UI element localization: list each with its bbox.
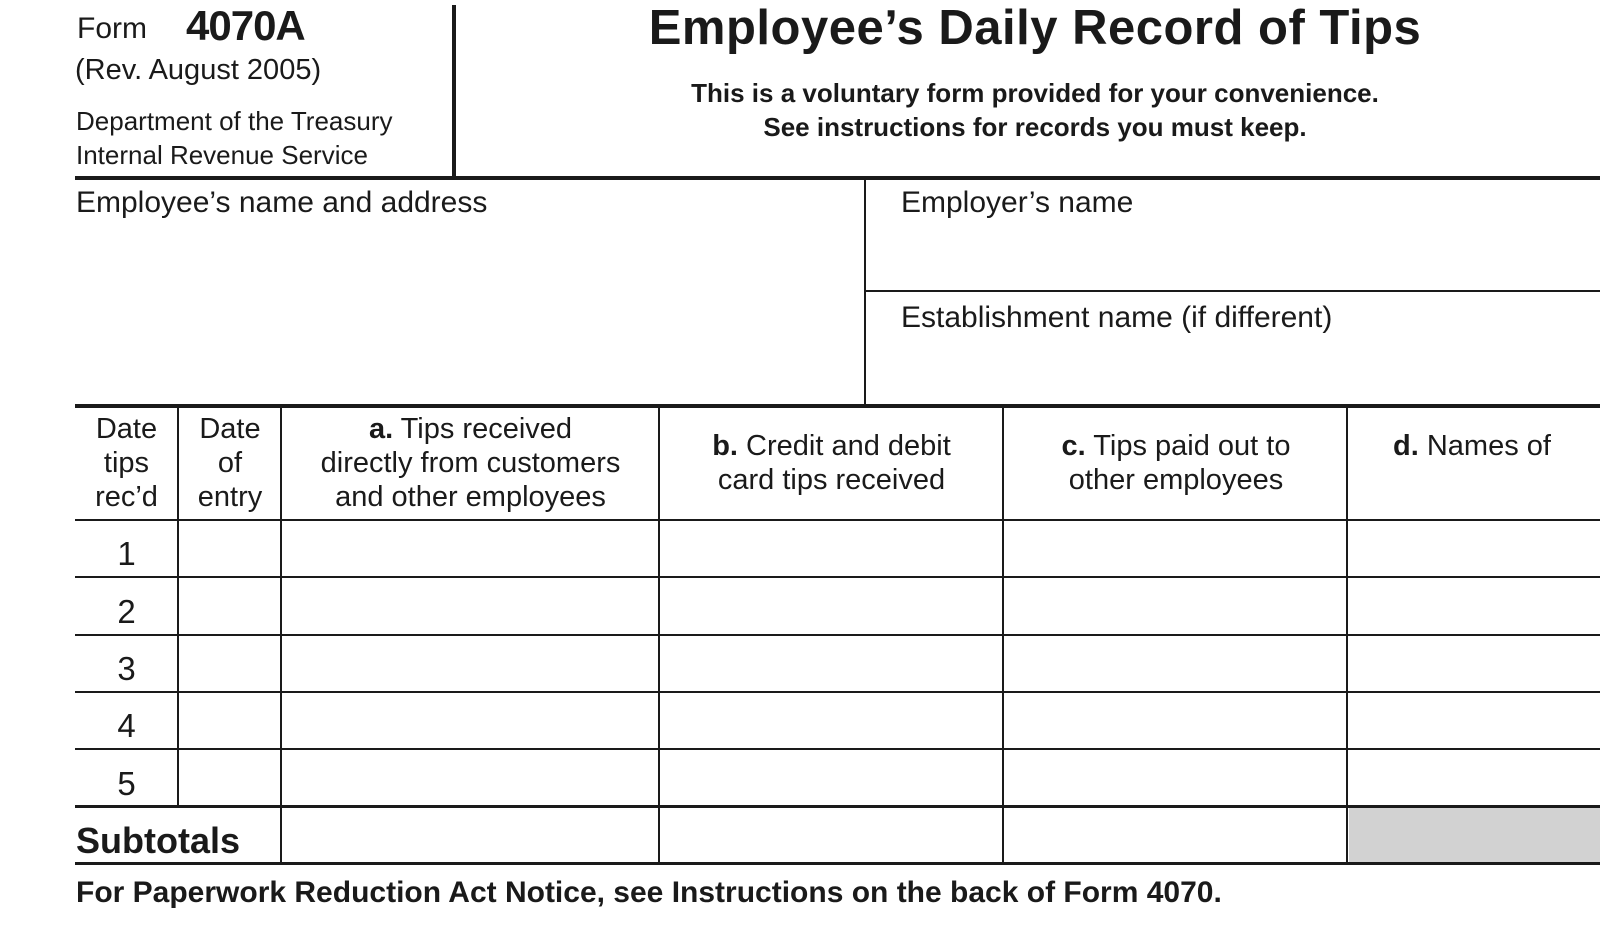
header-row-line	[75, 519, 1600, 521]
row-number: 3	[117, 650, 136, 687]
col-header-line	[282, 412, 659, 446]
table-top-rule	[75, 404, 1600, 408]
col-header-text: card tips received	[717, 464, 946, 496]
col-header-text: Tips paid out to	[1085, 430, 1291, 462]
instruction-line-1: This is a voluntary form provided for your convenience.	[691, 78, 1379, 108]
col-letter: c.	[1061, 430, 1086, 462]
agency-line-1: Department of the Treasury	[76, 106, 393, 136]
col-header-text: Date	[199, 413, 261, 445]
column-line	[280, 406, 282, 864]
col-date-of-entry	[179, 412, 281, 514]
shaded-cell	[1349, 808, 1600, 863]
field-divider-horizontal	[866, 290, 1600, 292]
table-bottom-rule	[75, 862, 1600, 865]
row-number: 1	[117, 535, 136, 572]
form-number: 4070A	[186, 2, 305, 49]
row-line	[75, 748, 1600, 750]
row-line	[75, 576, 1600, 578]
row-number: 5	[117, 765, 136, 802]
col-header-text: other employees	[1068, 464, 1284, 496]
col-c-tips-paid-out	[1004, 429, 1348, 497]
col-letter: b.	[712, 430, 738, 462]
col-header-text: Tips received	[393, 413, 573, 445]
col-header-text: Credit and debit	[737, 430, 951, 462]
column-line	[1002, 406, 1004, 864]
row-number: 4	[117, 707, 136, 744]
form-revision: (Rev. August 2005)	[75, 54, 322, 86]
row-line	[75, 634, 1600, 636]
col-header-text: and other employees	[335, 481, 606, 513]
employee-name-address-field[interactable]: Employee’s name and address	[76, 186, 488, 219]
paperwork-notice: For Paperwork Reduction Act Notice, see Instructions on the back of Form 4070.	[76, 876, 1222, 909]
subtotals-label: Subtotals	[76, 820, 241, 861]
col-b-credit-debit-tips	[660, 429, 1003, 497]
agency-line-2: Internal Revenue Service	[76, 140, 368, 170]
col-a-tips-received-directly	[282, 412, 659, 514]
form-instructions	[470, 76, 1600, 144]
col-letter: a.	[368, 413, 394, 445]
employer-name-field[interactable]: Employer’s name	[901, 186, 1134, 219]
page-title: Employee’s Daily Record of Tips	[648, 1, 1422, 55]
instruction-line-2: See instructions for records you must keep.	[763, 112, 1307, 142]
col-header-line	[1004, 429, 1348, 463]
col-header-text: Names of	[1418, 430, 1551, 462]
col-header-text: Date	[95, 413, 158, 445]
field-divider	[864, 178, 866, 406]
header-divider	[452, 5, 456, 176]
column-line	[1346, 406, 1348, 864]
col-header-text: rec’d	[95, 481, 158, 513]
header-rule	[75, 176, 1600, 180]
column-line	[658, 406, 660, 864]
col-header-text: directly from customers	[320, 447, 621, 479]
col-header-text: of	[217, 447, 243, 479]
establishment-name-field[interactable]: Establishment name (if different)	[901, 301, 1333, 334]
col-d-names	[1393, 429, 1551, 463]
col-letter: d.	[1393, 430, 1419, 462]
col-header-line	[1393, 429, 1551, 463]
col-header-text: entry	[197, 481, 263, 513]
agency-block	[76, 104, 392, 172]
col-header-text: tips	[103, 447, 150, 479]
row-number: 2	[117, 593, 136, 630]
col-date-tips-received	[75, 412, 178, 514]
row-line	[75, 691, 1600, 693]
form-label: Form	[77, 12, 147, 45]
col-header-line	[660, 429, 1003, 463]
